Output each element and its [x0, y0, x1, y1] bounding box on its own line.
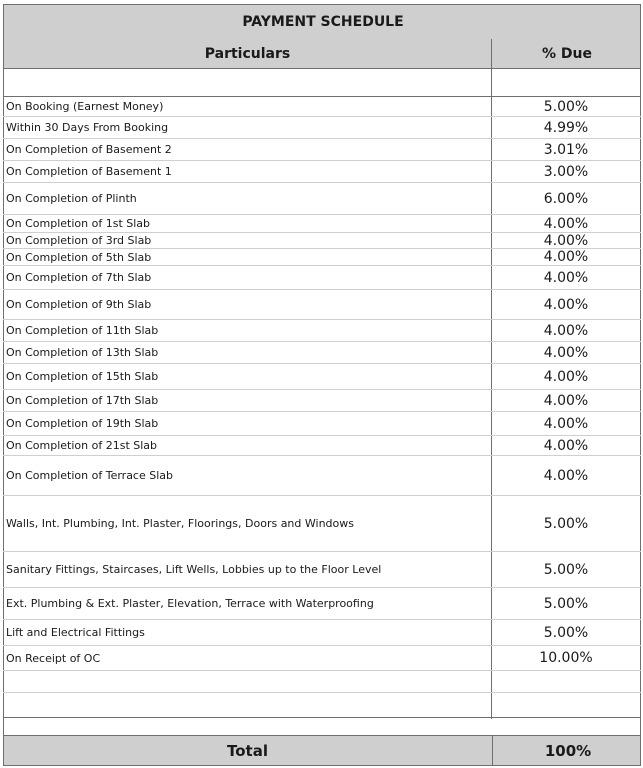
table-row [3, 233, 641, 249]
row-particulars: On Completion of 21st Slab [6, 439, 158, 452]
row-due: 4.00% [543, 368, 589, 385]
row-due: 4.00% [543, 322, 589, 339]
row-due: 4.00% [543, 415, 589, 432]
table-row [3, 412, 641, 436]
row-due: 4.99% [543, 119, 589, 136]
table-row [3, 97, 641, 117]
row-due: 4.00% [543, 392, 589, 409]
table-row [3, 456, 641, 496]
row-particulars: On Completion of 11th Slab [6, 324, 159, 337]
row-particulars: On Completion of 7th Slab [6, 271, 152, 284]
row-particulars: On Completion of 5th Slab [6, 250, 152, 264]
row-particulars: On Completion of Basement 1 [6, 165, 172, 178]
table-row [3, 117, 641, 139]
header-particulars: Particulars [204, 45, 291, 62]
table-row [3, 364, 641, 390]
row-due: 6.00% [543, 190, 589, 207]
table-row [3, 588, 641, 620]
row-due: 3.00% [543, 163, 589, 180]
row-particulars: On Completion of 15th Slab [6, 370, 159, 383]
row-particulars: On Completion of Basement 2 [6, 143, 172, 156]
row-particulars: Walls, Int. Plumbing, Int. Plaster, Floorings, Doors and Windows [6, 517, 354, 530]
row-particulars: On Completion of Plinth [6, 192, 137, 205]
table-title: PAYMENT SCHEDULE [242, 14, 404, 30]
row-due: 5.00% [543, 98, 589, 115]
table-row [3, 552, 641, 588]
table-row [3, 436, 641, 456]
row-due: 4.00% [543, 232, 589, 249]
row-due: 4.00% [543, 296, 589, 313]
row-particulars: Lift and Electrical Fittings [6, 626, 145, 639]
table-row [3, 139, 641, 161]
row-particulars: On Completion of 9th Slab [6, 298, 152, 311]
table-row [3, 320, 641, 342]
table-row [3, 496, 641, 552]
row-particulars: On Completion of 13th Slab [6, 346, 159, 359]
body-bottom-line [3, 717, 641, 718]
header-due: % Due [542, 45, 592, 62]
empty-row [3, 671, 641, 693]
row-due: 4.00% [543, 344, 589, 361]
row-particulars: On Booking (Earnest Money) [6, 100, 164, 113]
table-row [3, 249, 641, 266]
row-particulars: On Completion of 19th Slab [6, 417, 159, 430]
row-due: 10.00% [539, 650, 593, 666]
row-due: 4.00% [543, 269, 589, 286]
table-row [3, 646, 641, 671]
table-row [3, 342, 641, 364]
row-particulars: Ext. Plumbing & Ext. Plaster, Elevation, Terrace with Waterproofing [6, 597, 374, 610]
row-due: 3.01% [543, 141, 589, 158]
row-due: 4.00% [543, 467, 589, 484]
table-row [3, 215, 641, 233]
row-particulars: On Completion of 3rd Slab [6, 234, 152, 247]
row-particulars: Sanitary Fittings, Staircases, Lift Wells, Lobbies up to the Floor Level [6, 563, 382, 576]
table-row [3, 161, 641, 183]
row-due: 4.00% [543, 249, 589, 265]
total-row [3, 735, 641, 766]
row-particulars: On Completion of Terrace Slab [6, 469, 174, 482]
total-label: Total [227, 741, 268, 760]
table-row [3, 620, 641, 646]
header-row [3, 39, 641, 69]
table-row [3, 390, 641, 412]
row-due: 5.00% [543, 624, 589, 641]
row-particulars: On Completion of 17th Slab [6, 394, 159, 407]
row-particulars: On Receipt of OC [6, 651, 101, 665]
table-row [3, 266, 641, 290]
table-row [3, 290, 641, 320]
row-due: 5.00% [543, 561, 589, 578]
row-due: 4.00% [543, 437, 589, 454]
row-due: 5.00% [543, 515, 589, 532]
row-particulars: Within 30 Days From Booking [6, 121, 169, 134]
row-particulars: On Completion of 1st Slab [6, 217, 151, 230]
title-bar [3, 4, 641, 40]
row-due: 5.00% [543, 595, 589, 612]
table-row [3, 183, 641, 215]
row-due: 4.00% [543, 215, 589, 232]
payment-schedule-table [3, 4, 641, 766]
total-value: 100% [492, 736, 643, 765]
